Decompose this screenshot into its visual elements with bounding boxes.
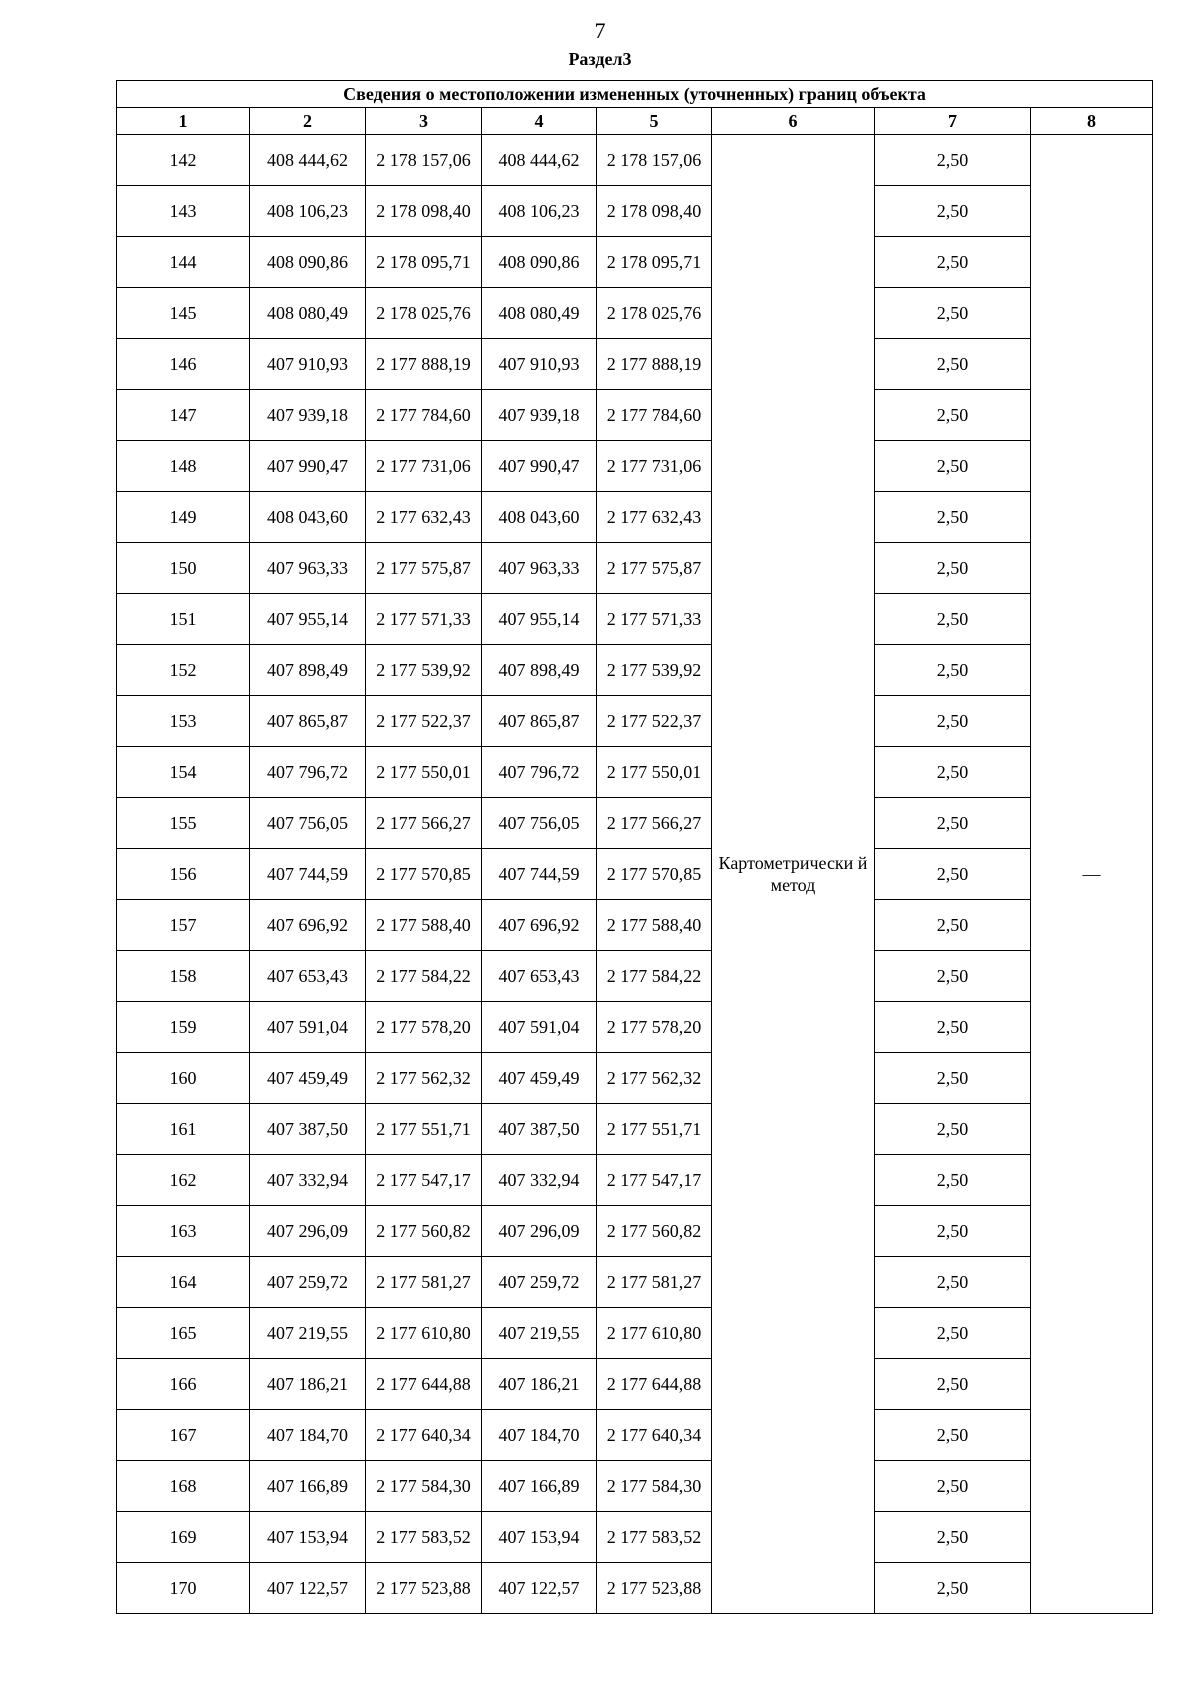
table-title: Сведения о местоположении измененных (уточненных) границ объекта [117, 81, 1153, 108]
point-number-cell: 161 [117, 1104, 250, 1155]
table-row [117, 951, 1153, 1002]
x-coordinate-refined-cell: 407 259,72 [482, 1257, 597, 1308]
accuracy-cell: 2,50 [875, 135, 1031, 186]
accuracy-cell: 2,50 [875, 849, 1031, 900]
point-number-cell: 153 [117, 696, 250, 747]
accuracy-cell: 2,50 [875, 696, 1031, 747]
column-number: 2 [250, 108, 366, 135]
column-number: 7 [875, 108, 1031, 135]
x-coordinate-refined-cell: 407 990,47 [482, 441, 597, 492]
x-coordinate-refined-cell: 407 332,94 [482, 1155, 597, 1206]
x-coordinate-existing-cell: 407 387,50 [250, 1104, 366, 1155]
y-coordinate-existing-cell: 2 178 095,71 [366, 237, 482, 288]
y-coordinate-refined-cell: 2 178 157,06 [597, 135, 712, 186]
x-coordinate-existing-cell: 408 444,62 [250, 135, 366, 186]
x-coordinate-existing-cell: 407 865,87 [250, 696, 366, 747]
y-coordinate-refined-cell: 2 177 640,34 [597, 1410, 712, 1461]
y-coordinate-refined-cell: 2 177 588,40 [597, 900, 712, 951]
y-coordinate-refined-cell: 2 177 522,37 [597, 696, 712, 747]
y-coordinate-existing-cell: 2 177 588,40 [366, 900, 482, 951]
y-coordinate-refined-cell: 2 178 098,40 [597, 186, 712, 237]
y-coordinate-existing-cell: 2 177 547,17 [366, 1155, 482, 1206]
point-number-cell: 142 [117, 135, 250, 186]
x-coordinate-existing-cell: 408 043,60 [250, 492, 366, 543]
x-coordinate-refined-cell: 408 080,49 [482, 288, 597, 339]
x-coordinate-refined-cell: 407 296,09 [482, 1206, 597, 1257]
x-coordinate-existing-cell: 407 939,18 [250, 390, 366, 441]
accuracy-cell: 2,50 [875, 1512, 1031, 1563]
page-number: 7 [594, 18, 606, 43]
table-row [117, 441, 1153, 492]
table-row [117, 594, 1153, 645]
x-coordinate-refined-cell: 407 186,21 [482, 1359, 597, 1410]
y-coordinate-refined-cell: 2 177 731,06 [597, 441, 712, 492]
x-coordinate-existing-cell: 407 184,70 [250, 1410, 366, 1461]
y-coordinate-refined-cell: 2 177 584,30 [597, 1461, 712, 1512]
y-coordinate-existing-cell: 2 177 550,01 [366, 747, 482, 798]
y-coordinate-existing-cell: 2 177 578,20 [366, 1002, 482, 1053]
x-coordinate-refined-cell: 407 122,57 [482, 1563, 597, 1614]
x-coordinate-existing-cell: 407 166,89 [250, 1461, 366, 1512]
y-coordinate-refined-cell: 2 177 888,19 [597, 339, 712, 390]
y-coordinate-existing-cell: 2 177 571,33 [366, 594, 482, 645]
point-number-cell: 158 [117, 951, 250, 1002]
point-number-cell: 143 [117, 186, 250, 237]
x-coordinate-existing-cell: 407 459,49 [250, 1053, 366, 1104]
x-coordinate-refined-cell: 407 591,04 [482, 1002, 597, 1053]
point-number-cell: 170 [117, 1563, 250, 1614]
y-coordinate-existing-cell: 2 177 566,27 [366, 798, 482, 849]
y-coordinate-existing-cell: 2 177 584,30 [366, 1461, 482, 1512]
y-coordinate-existing-cell: 2 178 157,06 [366, 135, 482, 186]
point-number-cell: 164 [117, 1257, 250, 1308]
column-number: 1 [117, 108, 250, 135]
y-coordinate-refined-cell: 2 177 523,88 [597, 1563, 712, 1614]
y-coordinate-refined-cell: 2 177 547,17 [597, 1155, 712, 1206]
table-row [117, 543, 1153, 594]
y-coordinate-existing-cell: 2 177 583,52 [366, 1512, 482, 1563]
y-coordinate-existing-cell: 2 177 640,34 [366, 1410, 482, 1461]
y-coordinate-existing-cell: 2 177 581,27 [366, 1257, 482, 1308]
table-row [117, 237, 1153, 288]
accuracy-cell: 2,50 [875, 747, 1031, 798]
accuracy-cell: 2,50 [875, 1053, 1031, 1104]
x-coordinate-existing-cell: 407 756,05 [250, 798, 366, 849]
y-coordinate-refined-cell: 2 177 578,20 [597, 1002, 712, 1053]
x-coordinate-existing-cell: 407 955,14 [250, 594, 366, 645]
y-coordinate-existing-cell: 2 178 025,76 [366, 288, 482, 339]
x-coordinate-existing-cell: 407 186,21 [250, 1359, 366, 1410]
x-coordinate-refined-cell: 407 796,72 [482, 747, 597, 798]
y-coordinate-refined-cell: 2 177 632,43 [597, 492, 712, 543]
table-row [117, 1053, 1153, 1104]
x-coordinate-refined-cell: 407 219,55 [482, 1308, 597, 1359]
x-coordinate-refined-cell: 407 955,14 [482, 594, 597, 645]
x-coordinate-refined-cell: 408 043,60 [482, 492, 597, 543]
x-coordinate-existing-cell: 407 696,92 [250, 900, 366, 951]
section-title: Раздел3 [568, 49, 632, 69]
x-coordinate-existing-cell: 408 106,23 [250, 186, 366, 237]
accuracy-cell: 2,50 [875, 1359, 1031, 1410]
x-coordinate-existing-cell: 407 219,55 [250, 1308, 366, 1359]
column-number: 6 [712, 108, 875, 135]
accuracy-cell: 2,50 [875, 900, 1031, 951]
accuracy-cell: 2,50 [875, 1206, 1031, 1257]
x-coordinate-existing-cell: 407 963,33 [250, 543, 366, 594]
point-number-cell: 144 [117, 237, 250, 288]
column-number: 5 [597, 108, 712, 135]
x-coordinate-existing-cell: 407 653,43 [250, 951, 366, 1002]
point-number-cell: 156 [117, 849, 250, 900]
table-row [117, 1410, 1153, 1461]
y-coordinate-refined-cell: 2 177 610,80 [597, 1308, 712, 1359]
x-coordinate-existing-cell: 407 296,09 [250, 1206, 366, 1257]
table-row [117, 900, 1153, 951]
accuracy-cell: 2,50 [875, 594, 1031, 645]
x-coordinate-refined-cell: 407 387,50 [482, 1104, 597, 1155]
table-row [117, 1155, 1153, 1206]
accuracy-cell: 2,50 [875, 543, 1031, 594]
x-coordinate-refined-cell: 407 166,89 [482, 1461, 597, 1512]
accuracy-cell: 2,50 [875, 645, 1031, 696]
x-coordinate-refined-cell: 407 653,43 [482, 951, 597, 1002]
y-coordinate-existing-cell: 2 177 644,88 [366, 1359, 482, 1410]
y-coordinate-refined-cell: 2 177 584,22 [597, 951, 712, 1002]
y-coordinate-refined-cell: 2 177 644,88 [597, 1359, 712, 1410]
x-coordinate-refined-cell: 408 106,23 [482, 186, 597, 237]
table-row [117, 1257, 1153, 1308]
y-coordinate-existing-cell: 2 177 632,43 [366, 492, 482, 543]
table-row [117, 1002, 1153, 1053]
x-coordinate-existing-cell: 407 591,04 [250, 1002, 366, 1053]
table-row [117, 492, 1153, 543]
point-number-cell: 150 [117, 543, 250, 594]
accuracy-cell: 2,50 [875, 1461, 1031, 1512]
x-coordinate-refined-cell: 407 963,33 [482, 543, 597, 594]
accuracy-cell: 2,50 [875, 288, 1031, 339]
column-number: 4 [482, 108, 597, 135]
x-coordinate-existing-cell: 408 090,86 [250, 237, 366, 288]
point-number-cell: 155 [117, 798, 250, 849]
point-number-cell: 151 [117, 594, 250, 645]
point-number-cell: 145 [117, 288, 250, 339]
point-number-cell: 162 [117, 1155, 250, 1206]
accuracy-cell: 2,50 [875, 339, 1031, 390]
table-row [117, 1563, 1153, 1614]
y-coordinate-existing-cell: 2 177 523,88 [366, 1563, 482, 1614]
point-number-cell: 149 [117, 492, 250, 543]
table-row [117, 1104, 1153, 1155]
x-coordinate-existing-cell: 407 990,47 [250, 441, 366, 492]
column-number: 3 [366, 108, 482, 135]
y-coordinate-refined-cell: 2 177 571,33 [597, 594, 712, 645]
y-coordinate-refined-cell: 2 177 570,85 [597, 849, 712, 900]
x-coordinate-existing-cell: 408 080,49 [250, 288, 366, 339]
y-coordinate-existing-cell: 2 177 584,22 [366, 951, 482, 1002]
point-number-cell: 163 [117, 1206, 250, 1257]
y-coordinate-existing-cell: 2 177 562,32 [366, 1053, 482, 1104]
y-coordinate-refined-cell: 2 177 562,32 [597, 1053, 712, 1104]
accuracy-cell: 2,50 [875, 798, 1031, 849]
x-coordinate-refined-cell: 407 756,05 [482, 798, 597, 849]
point-number-cell: 165 [117, 1308, 250, 1359]
column-8-cell: — [1031, 135, 1153, 1614]
y-coordinate-existing-cell: 2 177 539,92 [366, 645, 482, 696]
table-row [117, 798, 1153, 849]
point-number-cell: 169 [117, 1512, 250, 1563]
point-number-cell: 147 [117, 390, 250, 441]
x-coordinate-refined-cell: 408 444,62 [482, 135, 597, 186]
table-row [117, 186, 1153, 237]
y-coordinate-existing-cell: 2 177 560,82 [366, 1206, 482, 1257]
accuracy-cell: 2,50 [875, 237, 1031, 288]
y-coordinate-refined-cell: 2 178 095,71 [597, 237, 712, 288]
table-row [117, 1512, 1153, 1563]
method-cell: Картометрически й метод [712, 135, 875, 1614]
y-coordinate-existing-cell: 2 177 575,87 [366, 543, 482, 594]
y-coordinate-refined-cell: 2 177 550,01 [597, 747, 712, 798]
y-coordinate-existing-cell: 2 177 570,85 [366, 849, 482, 900]
table-row [117, 135, 1153, 186]
x-coordinate-existing-cell: 407 332,94 [250, 1155, 366, 1206]
x-coordinate-existing-cell: 407 898,49 [250, 645, 366, 696]
y-coordinate-existing-cell: 2 177 522,37 [366, 696, 482, 747]
y-coordinate-refined-cell: 2 177 539,92 [597, 645, 712, 696]
y-coordinate-refined-cell: 2 177 784,60 [597, 390, 712, 441]
y-coordinate-existing-cell: 2 177 784,60 [366, 390, 482, 441]
point-number-cell: 152 [117, 645, 250, 696]
y-coordinate-refined-cell: 2 177 581,27 [597, 1257, 712, 1308]
point-number-cell: 148 [117, 441, 250, 492]
point-number-cell: 159 [117, 1002, 250, 1053]
column-number-row [117, 108, 1153, 135]
y-coordinate-existing-cell: 2 177 551,71 [366, 1104, 482, 1155]
x-coordinate-existing-cell: 407 744,59 [250, 849, 366, 900]
table-row [117, 747, 1153, 798]
table-row [117, 390, 1153, 441]
table-row [117, 1359, 1153, 1410]
x-coordinate-existing-cell: 407 259,72 [250, 1257, 366, 1308]
column-number: 8 [1031, 108, 1153, 135]
x-coordinate-refined-cell: 407 744,59 [482, 849, 597, 900]
point-number-cell: 146 [117, 339, 250, 390]
accuracy-cell: 2,50 [875, 1104, 1031, 1155]
x-coordinate-refined-cell: 407 184,70 [482, 1410, 597, 1461]
y-coordinate-refined-cell: 2 177 575,87 [597, 543, 712, 594]
x-coordinate-existing-cell: 407 153,94 [250, 1512, 366, 1563]
accuracy-cell: 2,50 [875, 186, 1031, 237]
y-coordinate-refined-cell: 2 177 566,27 [597, 798, 712, 849]
table-row [117, 1461, 1153, 1512]
point-number-cell: 157 [117, 900, 250, 951]
x-coordinate-refined-cell: 408 090,86 [482, 237, 597, 288]
y-coordinate-refined-cell: 2 177 583,52 [597, 1512, 712, 1563]
accuracy-cell: 2,50 [875, 951, 1031, 1002]
point-number-cell: 167 [117, 1410, 250, 1461]
table-row [117, 696, 1153, 747]
x-coordinate-refined-cell: 407 696,92 [482, 900, 597, 951]
x-coordinate-existing-cell: 407 796,72 [250, 747, 366, 798]
table-row [117, 1206, 1153, 1257]
x-coordinate-refined-cell: 407 898,49 [482, 645, 597, 696]
point-number-cell: 168 [117, 1461, 250, 1512]
x-coordinate-refined-cell: 407 910,93 [482, 339, 597, 390]
x-coordinate-refined-cell: 407 865,87 [482, 696, 597, 747]
accuracy-cell: 2,50 [875, 441, 1031, 492]
x-coordinate-refined-cell: 407 153,94 [482, 1512, 597, 1563]
accuracy-cell: 2,50 [875, 1410, 1031, 1461]
y-coordinate-existing-cell: 2 177 610,80 [366, 1308, 482, 1359]
accuracy-cell: 2,50 [875, 1002, 1031, 1053]
table-row [117, 1308, 1153, 1359]
y-coordinate-refined-cell: 2 177 551,71 [597, 1104, 712, 1155]
accuracy-cell: 2,50 [875, 390, 1031, 441]
accuracy-cell: 2,50 [875, 1308, 1031, 1359]
y-coordinate-refined-cell: 2 177 560,82 [597, 1206, 712, 1257]
point-number-cell: 160 [117, 1053, 250, 1104]
table-row [117, 849, 1153, 900]
x-coordinate-existing-cell: 407 122,57 [250, 1563, 366, 1614]
accuracy-cell: 2,50 [875, 1257, 1031, 1308]
accuracy-cell: 2,50 [875, 1563, 1031, 1614]
table-row [117, 645, 1153, 696]
accuracy-cell: 2,50 [875, 1155, 1031, 1206]
table-body [117, 135, 1153, 1614]
coordinates-table [116, 80, 1153, 1614]
point-number-cell: 166 [117, 1359, 250, 1410]
x-coordinate-refined-cell: 407 459,49 [482, 1053, 597, 1104]
point-number-cell: 154 [117, 747, 250, 798]
y-coordinate-existing-cell: 2 177 731,06 [366, 441, 482, 492]
table-row [117, 339, 1153, 390]
x-coordinate-existing-cell: 407 910,93 [250, 339, 366, 390]
x-coordinate-refined-cell: 407 939,18 [482, 390, 597, 441]
y-coordinate-existing-cell: 2 177 888,19 [366, 339, 482, 390]
y-coordinate-existing-cell: 2 178 098,40 [366, 186, 482, 237]
accuracy-cell: 2,50 [875, 492, 1031, 543]
y-coordinate-refined-cell: 2 178 025,76 [597, 288, 712, 339]
table-row [117, 288, 1153, 339]
